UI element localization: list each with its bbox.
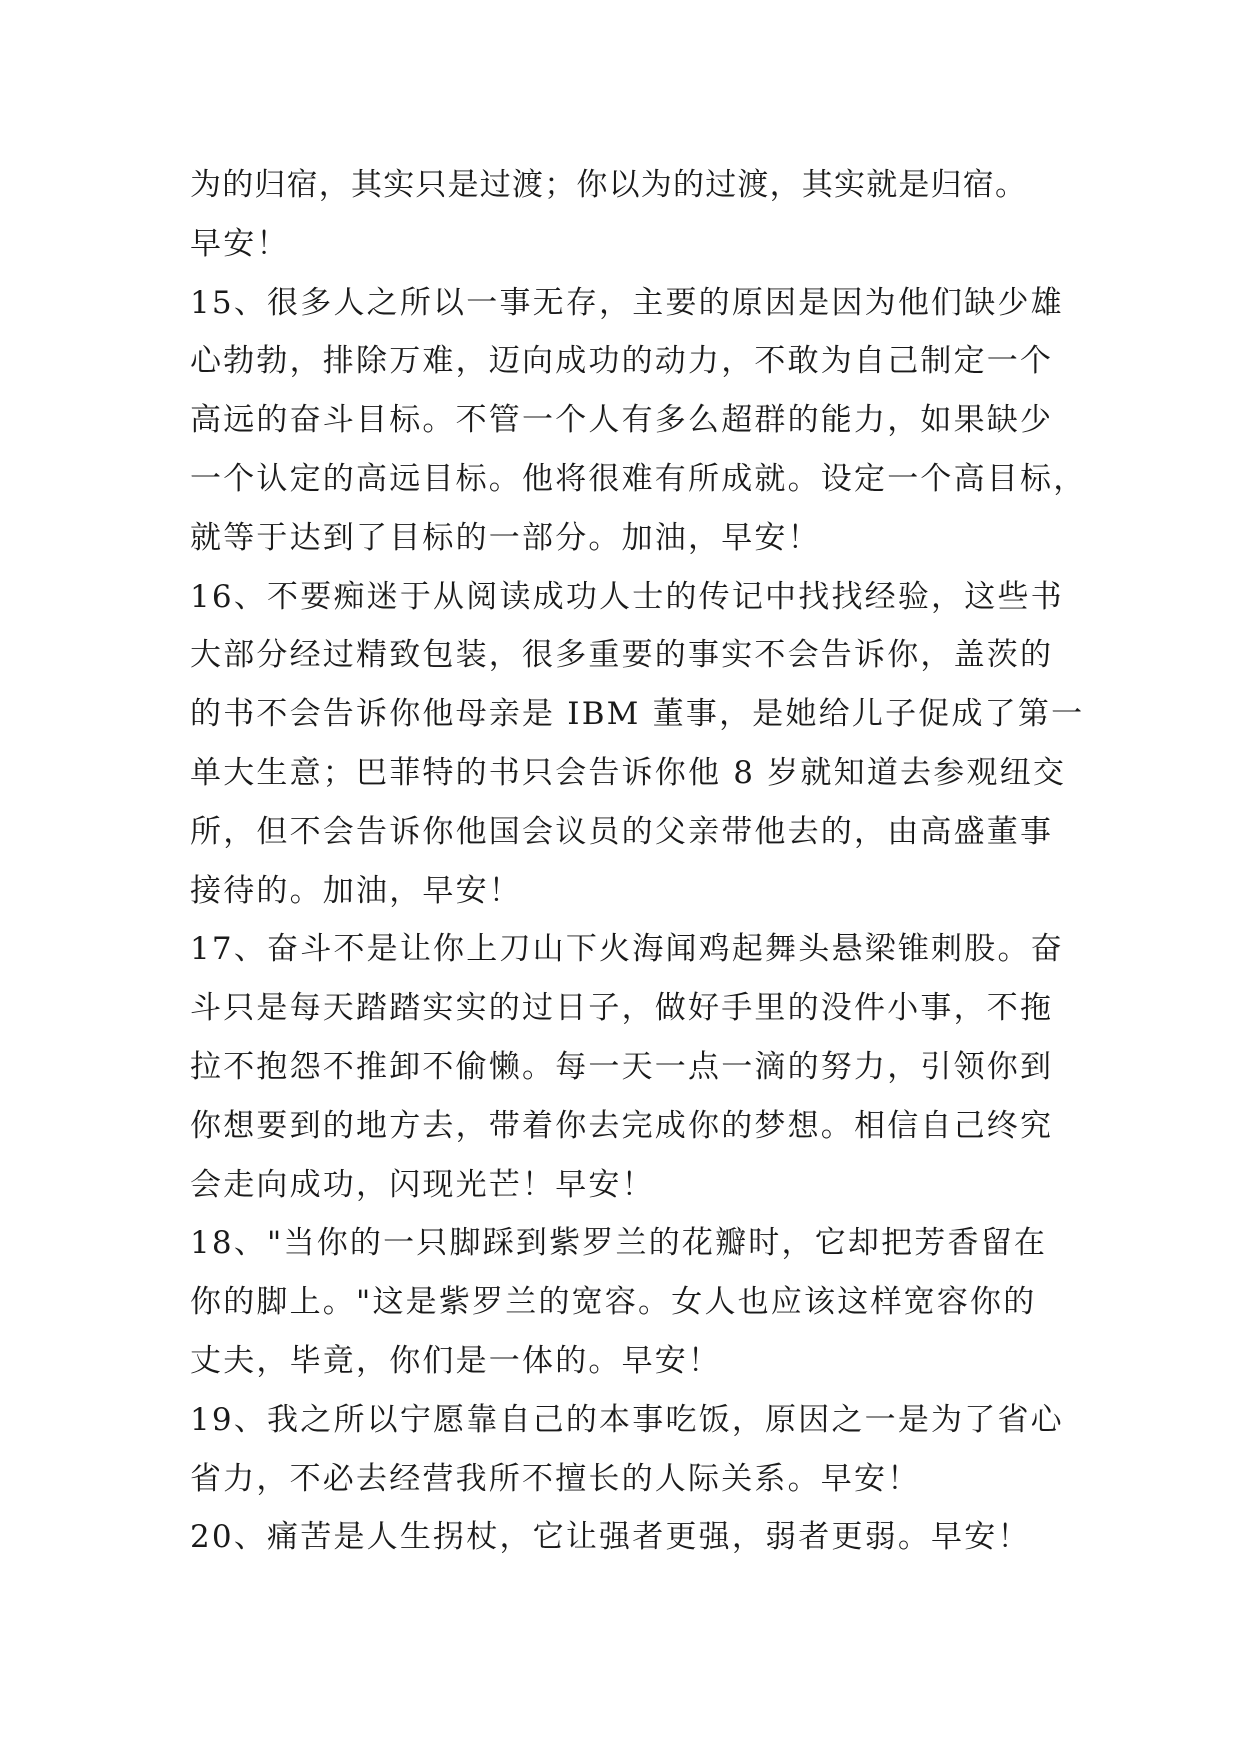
text-line: 16、不要痴迷于从阅读成功人士的传记中找找经验，这些书 <box>190 578 1064 615</box>
text-line: 18、"当你的一只脚踩到紫罗兰的花瓣时，它却把芳香留在 <box>190 1225 1048 1262</box>
text-line: 17、奋斗不是让你上刀山下火海闻鸡起舞头悬梁锥刺股。奋 <box>190 931 1064 968</box>
text-line: 为的归宿，其实只是过渡；你以为的过渡，其实就是归宿。 <box>190 167 1028 203</box>
text-line: 一个认定的高远目标。他将很难有所成就。设定一个高目标， <box>190 460 1087 497</box>
text-line: 大部分经过精致包装，很多重要的事实不会告诉你，盖茨的 <box>190 637 1054 674</box>
text-line: 省力，不必去经营我所不擅长的人际关系。早安！ <box>190 1460 921 1497</box>
text-line: 20、痛苦是人生拐杖，它让强者更强，弱者更弱。早安！ <box>190 1519 1031 1556</box>
text-line: 拉不抱怨不推卸不偷懒。每一天一点一滴的努力，引领你到 <box>190 1048 1054 1085</box>
text-line: 丈夫，毕竟，你们是一体的。早安！ <box>190 1342 722 1379</box>
text-line: 单大生意；巴菲特的书只会告诉你他 8 岁就知道去参观纽交 <box>190 754 1067 791</box>
text-line: 高远的奋斗目标。不管一个人有多么超群的能力，如果缺少 <box>190 402 1054 439</box>
text-line: 你想要到的地方去，带着你去完成你的梦想。相信自己终究 <box>190 1107 1054 1144</box>
text-line: 就等于达到了目标的一部分。加油，早安！ <box>190 519 821 556</box>
text-line: 15、很多人之所以一事无存，主要的原因是因为他们缺少雄 <box>190 284 1064 321</box>
text-line: 心勃勃，排除万难，迈向成功的动力，不敢为自己制定一个 <box>190 343 1054 380</box>
text-line: 接待的。加油，早安！ <box>190 872 522 909</box>
text-line: 早安！ <box>190 225 290 262</box>
text-line: 19、我之所以宁愿靠自己的本事吃饭，原因之一是为了省心 <box>190 1401 1064 1438</box>
text-line: 斗只是每天踏踏实实的过日子，做好手里的没件小事，不拖 <box>190 990 1054 1027</box>
text-line: 所，但不会告诉你他国会议员的父亲带他去的，由高盛董事 <box>190 813 1054 850</box>
text-line: 的书不会告诉你他母亲是 IBM 董事，是她给儿子促成了第一 <box>190 696 1085 733</box>
document-body <box>190 156 1087 1567</box>
text-line: 你的脚上。"这是紫罗兰的宽容。女人也应该这样宽容你的 <box>190 1284 1037 1321</box>
text-line: 会走向成功，闪现光芒！早安！ <box>190 1166 655 1203</box>
